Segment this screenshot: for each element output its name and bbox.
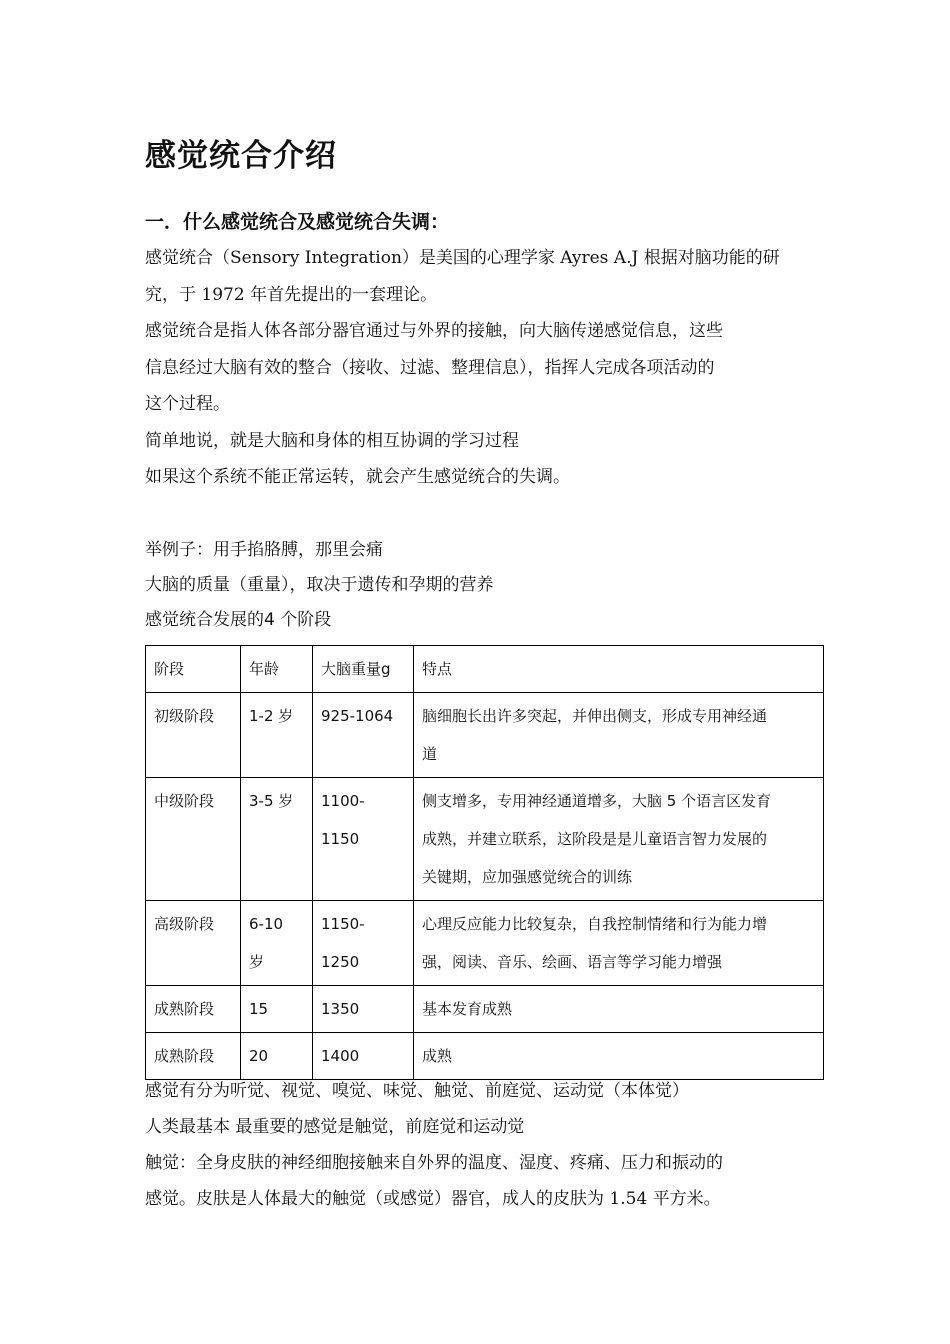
paragraph-line: 简单地说，就是大脑和身体的相互协调的学习过程 bbox=[145, 431, 519, 451]
feature-text: 侧支增多，专用神经通道增多，大脑 bbox=[422, 792, 663, 810]
weight-line: 1150- bbox=[321, 915, 365, 933]
cell-stage: 成熟阶段 bbox=[146, 986, 241, 1033]
feature-line: 道 bbox=[422, 745, 438, 763]
table-row bbox=[146, 778, 824, 901]
paragraph-line: 如果这个系统不能正常运转，就会产生感觉统合的失调。 bbox=[145, 467, 570, 487]
cell-age: 15 bbox=[241, 986, 313, 1033]
stage-count: 4 bbox=[264, 610, 275, 630]
header-stage: 阶段 bbox=[146, 646, 241, 693]
paragraph-line: 感觉统合是指人体各部分器官通过与外界的接触，向大脑传递感觉信息，这些 bbox=[145, 321, 723, 341]
cell-age bbox=[241, 901, 313, 986]
cell-stage: 成熟阶段 bbox=[146, 1033, 241, 1080]
cell-weight bbox=[313, 901, 414, 986]
section-heading: 一．什么感觉统合及感觉统合失调： bbox=[145, 211, 450, 233]
cell-weight: 925-1064 bbox=[313, 693, 414, 778]
brain-stage-table bbox=[145, 645, 824, 1080]
cell-age-unit: 岁 bbox=[249, 953, 265, 971]
feature-line: 成熟，并建立联系，这阶段是是儿童语言智力发展的 bbox=[422, 830, 768, 848]
paragraph-line: 感觉统合（Sensory Integration）是美国的心理学家 Ayres A.J 根据对脑功能的研 bbox=[145, 248, 780, 268]
feature-line: 心理反应能力比较复杂，自我控制情绪和行为能力增 bbox=[422, 915, 768, 933]
paragraph-line: 感觉。皮肤是人体最大的触觉（或感觉）器官，成人的皮肤为 1.54 平方米。 bbox=[145, 1189, 721, 1209]
cell-weight bbox=[313, 778, 414, 901]
cell-stage: 初级阶段 bbox=[146, 693, 241, 778]
cell-features bbox=[414, 901, 824, 986]
header-weight bbox=[313, 646, 414, 693]
paragraph-line: 这个过程。 bbox=[145, 394, 230, 414]
paragraph-line bbox=[145, 602, 331, 638]
feature-line: 脑细胞长出许多突起，并伸出侧支，形成专用神经通 bbox=[422, 707, 768, 725]
cell-stage: 中级阶段 bbox=[146, 778, 241, 901]
cell-age-unit: 岁 bbox=[278, 707, 294, 725]
cell-age-value: 1-2 bbox=[249, 707, 274, 725]
weight-line: 1250 bbox=[321, 953, 360, 971]
feature-line bbox=[422, 782, 815, 820]
cell-weight: 1400 bbox=[313, 1033, 414, 1080]
feature-text: 个语言区发育 bbox=[681, 792, 772, 810]
cell-age-value: 6-10 bbox=[249, 915, 284, 933]
feature-line: 关键期，应加强感觉统合的训练 bbox=[422, 868, 633, 886]
paragraph-line: 触觉：全身皮肤的神经细胞接触来自外界的温度、湿度、疼痛、压力和振动的 bbox=[145, 1153, 723, 1173]
cell-features: 成熟 bbox=[414, 1033, 824, 1080]
page-title: 感觉统合介绍 bbox=[145, 138, 337, 174]
cell-features bbox=[414, 778, 824, 901]
cell-age: 20 bbox=[241, 1033, 313, 1080]
table-row bbox=[146, 901, 824, 986]
paragraph-text: 感觉统合发展的 bbox=[145, 610, 264, 630]
cell-age bbox=[241, 693, 313, 778]
paragraph-line: 信息经过大脑有效的整合（接收、过滤、整理信息），指挥人完成各项活动的 bbox=[145, 358, 715, 378]
table-header-row bbox=[146, 646, 824, 693]
paragraph-text: 个阶段 bbox=[280, 610, 332, 630]
weight-line: 1100- bbox=[321, 792, 365, 810]
header-weight-label: 大脑重量 bbox=[321, 660, 382, 678]
cell-features: 基本发育成熟 bbox=[414, 986, 824, 1033]
cell-age bbox=[241, 778, 313, 901]
paragraph-line: 举例子：用手掐胳膊，那里会痛 bbox=[145, 540, 383, 560]
cell-features bbox=[414, 693, 824, 778]
table-row bbox=[146, 693, 824, 778]
paragraph-line: 大脑的质量（重量），取决于遗传和孕期的营养 bbox=[145, 575, 494, 595]
cell-weight: 1350 bbox=[313, 986, 414, 1033]
header-features: 特点 bbox=[414, 646, 824, 693]
paragraph-line: 究，于 1972 年首先提出的一套理论。 bbox=[145, 285, 438, 305]
weight-line: 1150 bbox=[321, 830, 360, 848]
feature-line: 强，阅读、音乐、绘画、语言等学习能力增强 bbox=[422, 953, 723, 971]
header-age: 年龄 bbox=[241, 646, 313, 693]
cell-age-value: 3-5 bbox=[249, 792, 274, 810]
paragraph-line: 人类最基本 最重要的感觉是触觉，前庭觉和运动觉 bbox=[145, 1117, 525, 1137]
table-row bbox=[146, 986, 824, 1033]
paragraph-line: 感觉有分为听觉、视觉、嗅觉、味觉、触觉、前庭觉、运动觉（本体觉） bbox=[145, 1081, 689, 1101]
cell-age-unit: 岁 bbox=[278, 792, 294, 810]
cell-stage: 高级阶段 bbox=[146, 901, 241, 986]
language-area-count: 5 bbox=[666, 792, 677, 810]
header-weight-unit: g bbox=[381, 660, 391, 678]
